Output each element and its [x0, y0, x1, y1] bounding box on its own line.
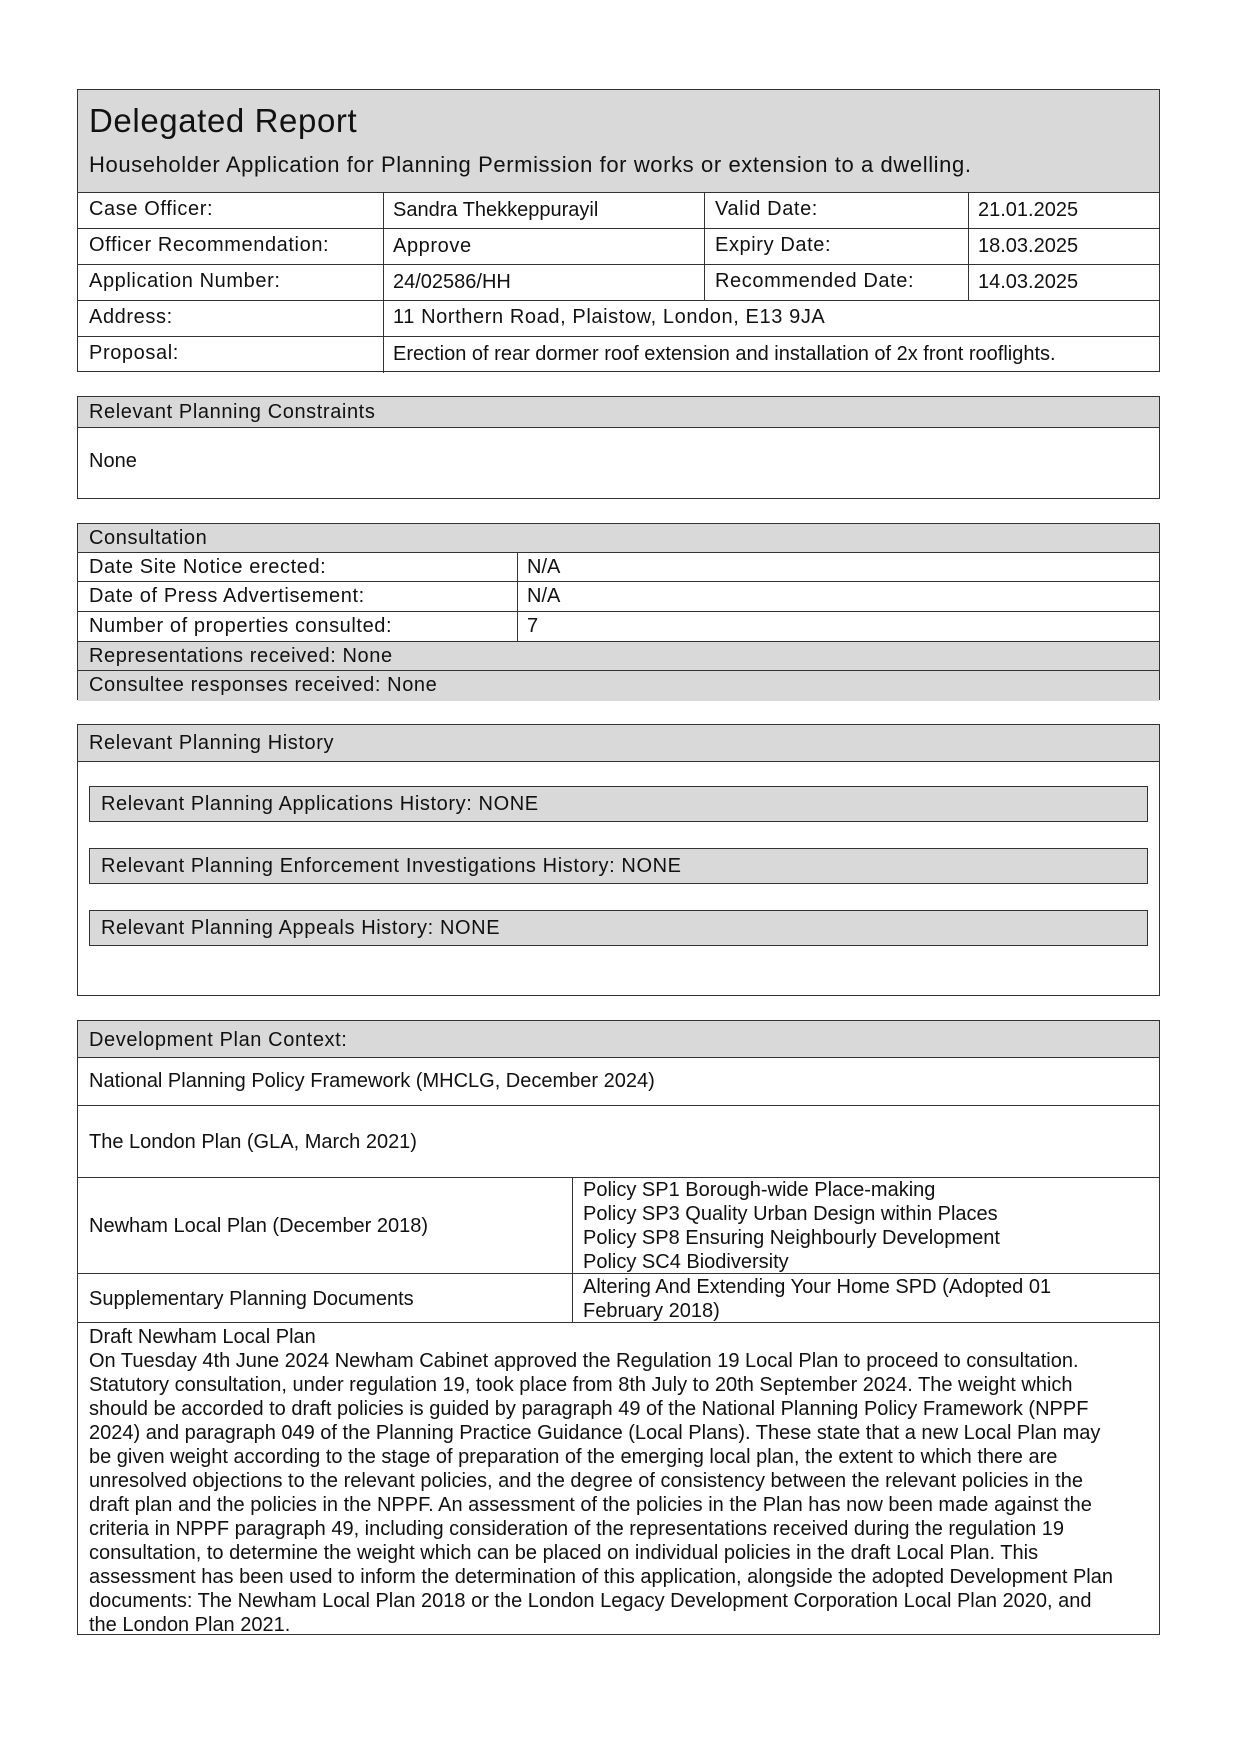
newham-plan-label: Newham Local Plan (December 2018) [89, 1215, 429, 1237]
history-heading: Relevant Planning History [89, 732, 335, 754]
recommended-date-value: 14.03.2025 [978, 271, 1079, 293]
newham-policy-sp1: Policy SP1 Borough-wide Place-making [583, 1179, 936, 1201]
application-number-value: 24/02586/HH [393, 271, 511, 293]
newham-policy-sp3: Policy SP3 Quality Urban Design within Places [583, 1203, 998, 1225]
press-advert-label: Date of Press Advertisement: [89, 585, 365, 607]
representations-received: Representations received: None [89, 645, 393, 667]
draft-line: criteria in NPPF paragraph 49, including consideration of the representations received during the regulation 19 [89, 1518, 1065, 1540]
applications-history: Relevant Planning Applications History: NONE [101, 793, 539, 815]
enforcement-history-box [89, 848, 1148, 884]
recommended-date-label: Recommended Date: [715, 270, 915, 292]
spd-label: Supplementary Planning Documents [89, 1288, 414, 1310]
report-header-table [77, 89, 1160, 372]
draft-line: On Tuesday 4th June 2024 Newham Cabinet approved the Regulation 19 Local Plan to proceed to consultation. [89, 1350, 1079, 1372]
consultation-heading: Consultation [89, 527, 208, 549]
nppf-reference: National Planning Policy Framework (MHCLG, December 2024) [89, 1070, 655, 1092]
draft-line: the London Plan 2021. [89, 1614, 291, 1636]
constraints-value: None [89, 450, 137, 472]
spd-value-line1: Altering And Extending Your Home SPD (Adopted 01 [583, 1276, 1052, 1298]
report-subtitle: Householder Application for Planning Permission for works or extension to a dwelling. [89, 152, 972, 177]
properties-consulted-label: Number of properties consulted: [89, 615, 393, 637]
enforcement-history: Relevant Planning Enforcement Investigations History: NONE [101, 855, 682, 877]
address-label: Address: [89, 306, 173, 328]
draft-line: Statutory consultation, under regulation 19, took place from 8th July to 20th September 2024. The weight which [89, 1374, 1073, 1396]
applications-history-box [89, 786, 1148, 822]
draft-line: unresolved objections to the relevant policies, and the degree of consistency between the relevant policies in the [89, 1470, 1083, 1492]
consultation-section [77, 523, 1160, 700]
site-notice-label: Date Site Notice erected: [89, 556, 327, 578]
consultee-responses: Consultee responses received: None [89, 674, 438, 696]
draft-line: 2024) and paragraph 049 of the Planning Practice Guidance (Local Plans). These state that a new Local Plan may [89, 1422, 1101, 1444]
draft-line: assessment has been used to inform the determination of this application, alongside the adopted Development Plan [89, 1566, 1113, 1588]
newham-policy-sc4: Policy SC4 Biodiversity [583, 1251, 789, 1273]
draft-line: Draft Newham Local Plan [89, 1326, 316, 1348]
expiry-date-label: Expiry Date: [715, 234, 832, 256]
report-title: Delegated Report [89, 102, 358, 139]
plan-context-heading: Development Plan Context: [89, 1029, 348, 1051]
recommendation-label: Officer Recommendation: [89, 234, 330, 256]
case-officer-value: Sandra Thekkeppurayil [393, 199, 599, 221]
recommendation-value: Approve [393, 235, 472, 257]
draft-line: should be accorded to draft policies is guided by paragraph 49 of the National Planning Policy Framework (NPPF [89, 1398, 1089, 1420]
expiry-date-value: 18.03.2025 [978, 235, 1079, 257]
valid-date-value: 21.01.2025 [978, 199, 1079, 221]
case-officer-label: Case Officer: [89, 198, 214, 220]
address-value: 11 Northern Road, Plaistow, London, E13 9JA [393, 306, 826, 328]
draft-line: consultation, to determine the weight which can be placed on individual policies in the draft Local Plan. This [89, 1542, 1039, 1564]
draft-line: documents: The Newham Local Plan 2018 or the London Legacy Development Corporation Local Plan 2020, and [89, 1590, 1092, 1612]
appeals-history: Relevant Planning Appeals History: NONE [101, 917, 501, 939]
spd-value-line2: February 2018) [583, 1300, 720, 1322]
appeals-history-box [89, 910, 1148, 946]
proposal-value: Erection of rear dormer roof extension and installation of 2x front rooflights. [393, 343, 1056, 365]
press-advert-value: N/A [527, 585, 561, 607]
draft-line: draft plan and the policies in the NPPF. An assessment of the policies in the Plan has now been made against the [89, 1494, 1092, 1516]
london-plan-reference: The London Plan (GLA, March 2021) [89, 1131, 417, 1153]
proposal-label: Proposal: [89, 342, 179, 364]
constraints-section [77, 396, 1160, 499]
plan-context-section [77, 1020, 1160, 1635]
history-section [77, 724, 1160, 996]
application-number-label: Application Number: [89, 270, 281, 292]
site-notice-value: N/A [527, 556, 561, 578]
newham-policy-sp8: Policy SP8 Ensuring Neighbourly Development [583, 1227, 1000, 1249]
draft-local-plan-text [89, 1325, 1151, 1637]
valid-date-label: Valid Date: [715, 198, 818, 220]
draft-line: be given weight according to the stage of preparation of the emerging local plan, the extent to which there are [89, 1446, 1058, 1468]
properties-consulted-value: 7 [527, 615, 539, 637]
constraints-heading: Relevant Planning Constraints [89, 401, 376, 423]
